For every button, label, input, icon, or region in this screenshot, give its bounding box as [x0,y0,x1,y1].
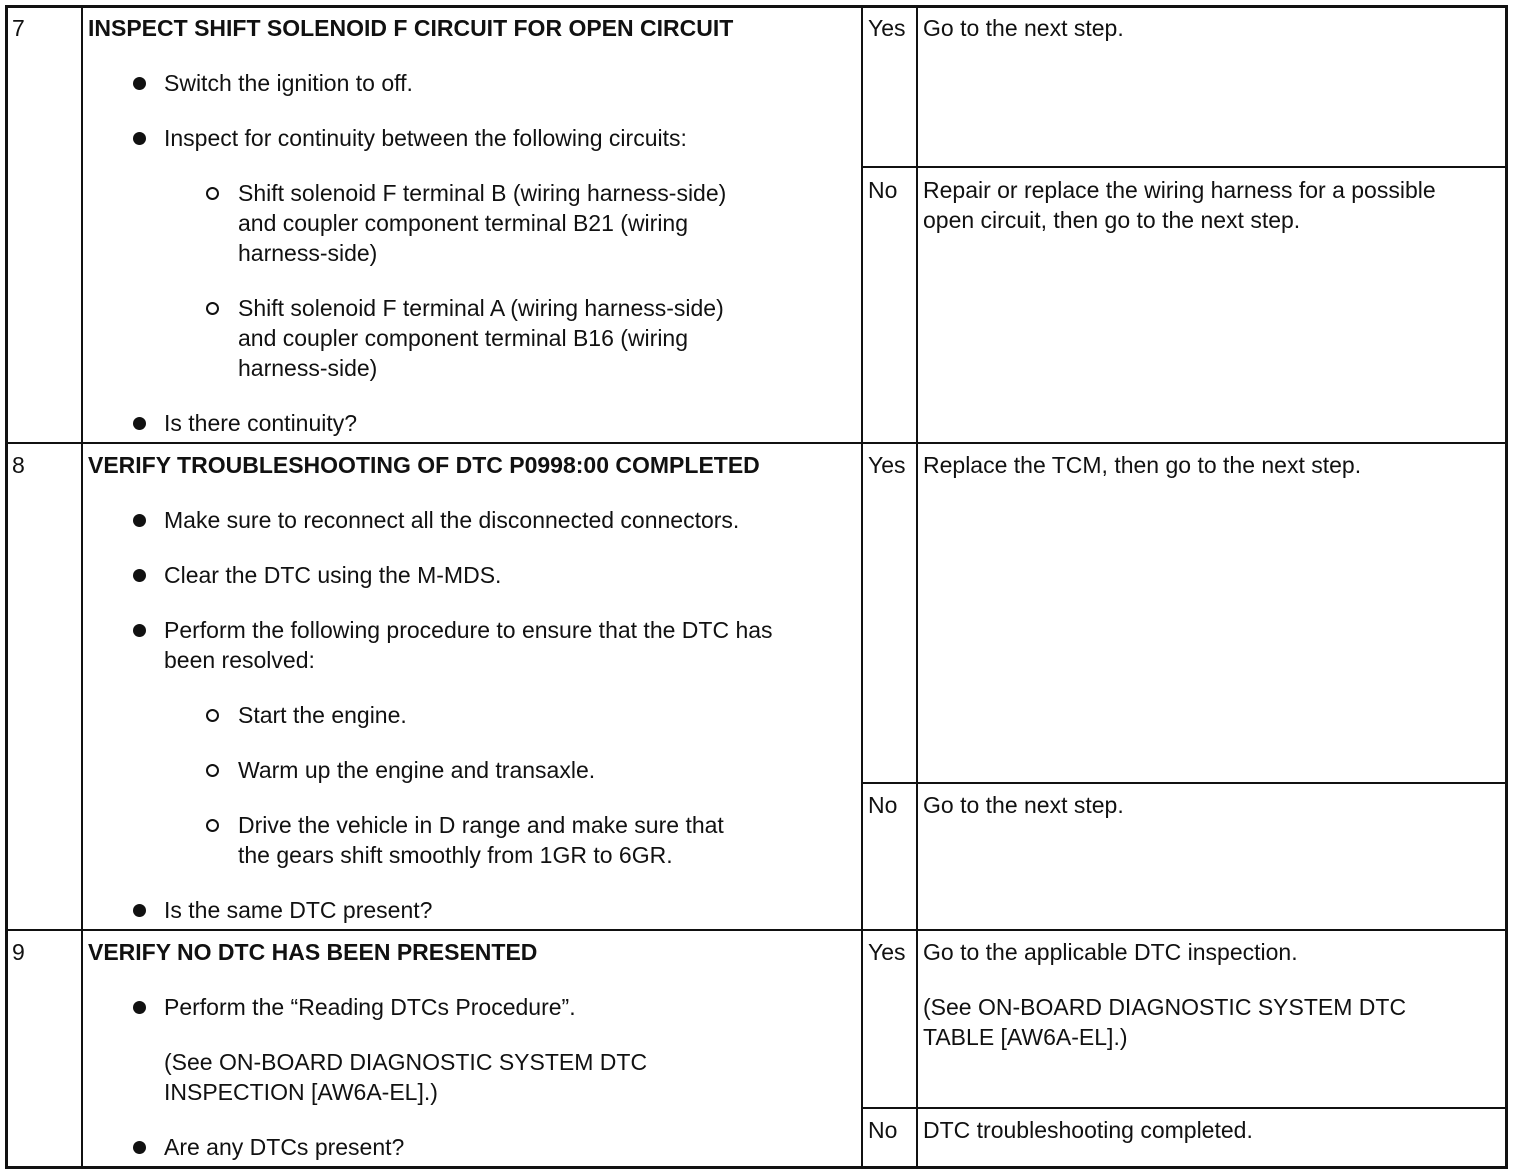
bullet-icon [133,417,146,430]
sub-item-text: Shift solenoid F terminal A (wiring harness-side) [238,295,724,321]
no-action: DTC troubleshooting completed. [923,1117,1253,1143]
bullet-text: Are any DTCs present? [164,1134,405,1160]
yes-action: TABLE [AW6A-EL].) [923,1024,1128,1050]
bullet-icon [133,569,146,582]
bullet-icon [133,1001,146,1014]
yes-action: Go to the applicable DTC inspection. [923,939,1298,965]
column-divider [81,6,83,1168]
bullet-icon [133,624,146,637]
bullet-icon [133,514,146,527]
sub-item-text: and coupler component terminal B16 (wiring [238,325,689,351]
bullet-text: Is the same DTC present? [164,897,433,923]
bullet-icon [133,1141,146,1154]
yes-label: Yes [868,452,906,478]
yes-no-divider [862,782,1506,784]
sub-bullet-icon [206,302,219,315]
bullet-text: INSPECTION [AW6A-EL].) [164,1079,438,1105]
column-divider [916,6,918,1168]
row-divider [6,929,1506,931]
yes-action: Go to the next step. [923,15,1124,41]
row-divider [6,442,1506,444]
sub-item-text: Start the engine. [238,702,407,728]
sub-bullet-icon [206,764,219,777]
no-label: No [868,177,898,203]
sub-item-text: Shift solenoid F terminal B (wiring harness-side) [238,180,727,206]
bullet-text: Inspect for continuity between the following circuits: [164,125,687,151]
sub-bullet-icon [206,709,219,722]
sub-item-text: the gears shift smoothly from 1GR to 6GR. [238,842,673,868]
step-title: INSPECT SHIFT SOLENOID F CIRCUIT FOR OPEN CIRCUIT [88,15,734,41]
sub-item-text: and coupler component terminal B21 (wiring [238,210,689,236]
bullet-text: Perform the following procedure to ensure that the DTC has [164,617,773,643]
bullet-text: (See ON-BOARD DIAGNOSTIC SYSTEM DTC [164,1049,648,1075]
no-action: Go to the next step. [923,792,1124,818]
step-number: 7 [12,15,25,41]
bullet-icon [133,904,146,917]
bullet-text: Make sure to reconnect all the disconnected connectors. [164,507,740,533]
bullet-icon [133,132,146,145]
bullet-text: Switch the ignition to off. [164,70,413,96]
step-title: VERIFY NO DTC HAS BEEN PRESENTED [88,939,538,965]
sub-item-text: Warm up the engine and transaxle. [238,757,596,783]
bullet-text: Perform the “Reading DTCs Procedure”. [164,994,576,1020]
sub-item-text: Drive the vehicle in D range and make sure that [238,812,724,838]
no-action: open circuit, then go to the next step. [923,207,1301,233]
yes-action: Replace the TCM, then go to the next step. [923,452,1362,478]
no-label: No [868,1117,898,1143]
bullet-text: Clear the DTC using the M-MDS. [164,562,502,588]
step-number: 9 [12,939,25,965]
bullet-text: Is there continuity? [164,410,358,436]
step-number: 8 [12,452,25,478]
no-action: Repair or replace the wiring harness for a possible [923,177,1436,203]
sub-bullet-icon [206,819,219,832]
yes-no-divider [862,1107,1506,1109]
sub-bullet-icon [206,187,219,200]
yes-label: Yes [868,939,906,965]
bullet-text: been resolved: [164,647,315,673]
yes-no-divider [862,166,1506,168]
sub-item-text: harness-side) [238,355,378,381]
step-title: VERIFY TROUBLESHOOTING OF DTC P0998:00 COMPLETED [88,452,760,478]
yes-action: (See ON-BOARD DIAGNOSTIC SYSTEM DTC [923,994,1407,1020]
no-label: No [868,792,898,818]
sub-item-text: harness-side) [238,240,378,266]
column-divider [861,6,863,1168]
yes-label: Yes [868,15,906,41]
bullet-icon [133,77,146,90]
